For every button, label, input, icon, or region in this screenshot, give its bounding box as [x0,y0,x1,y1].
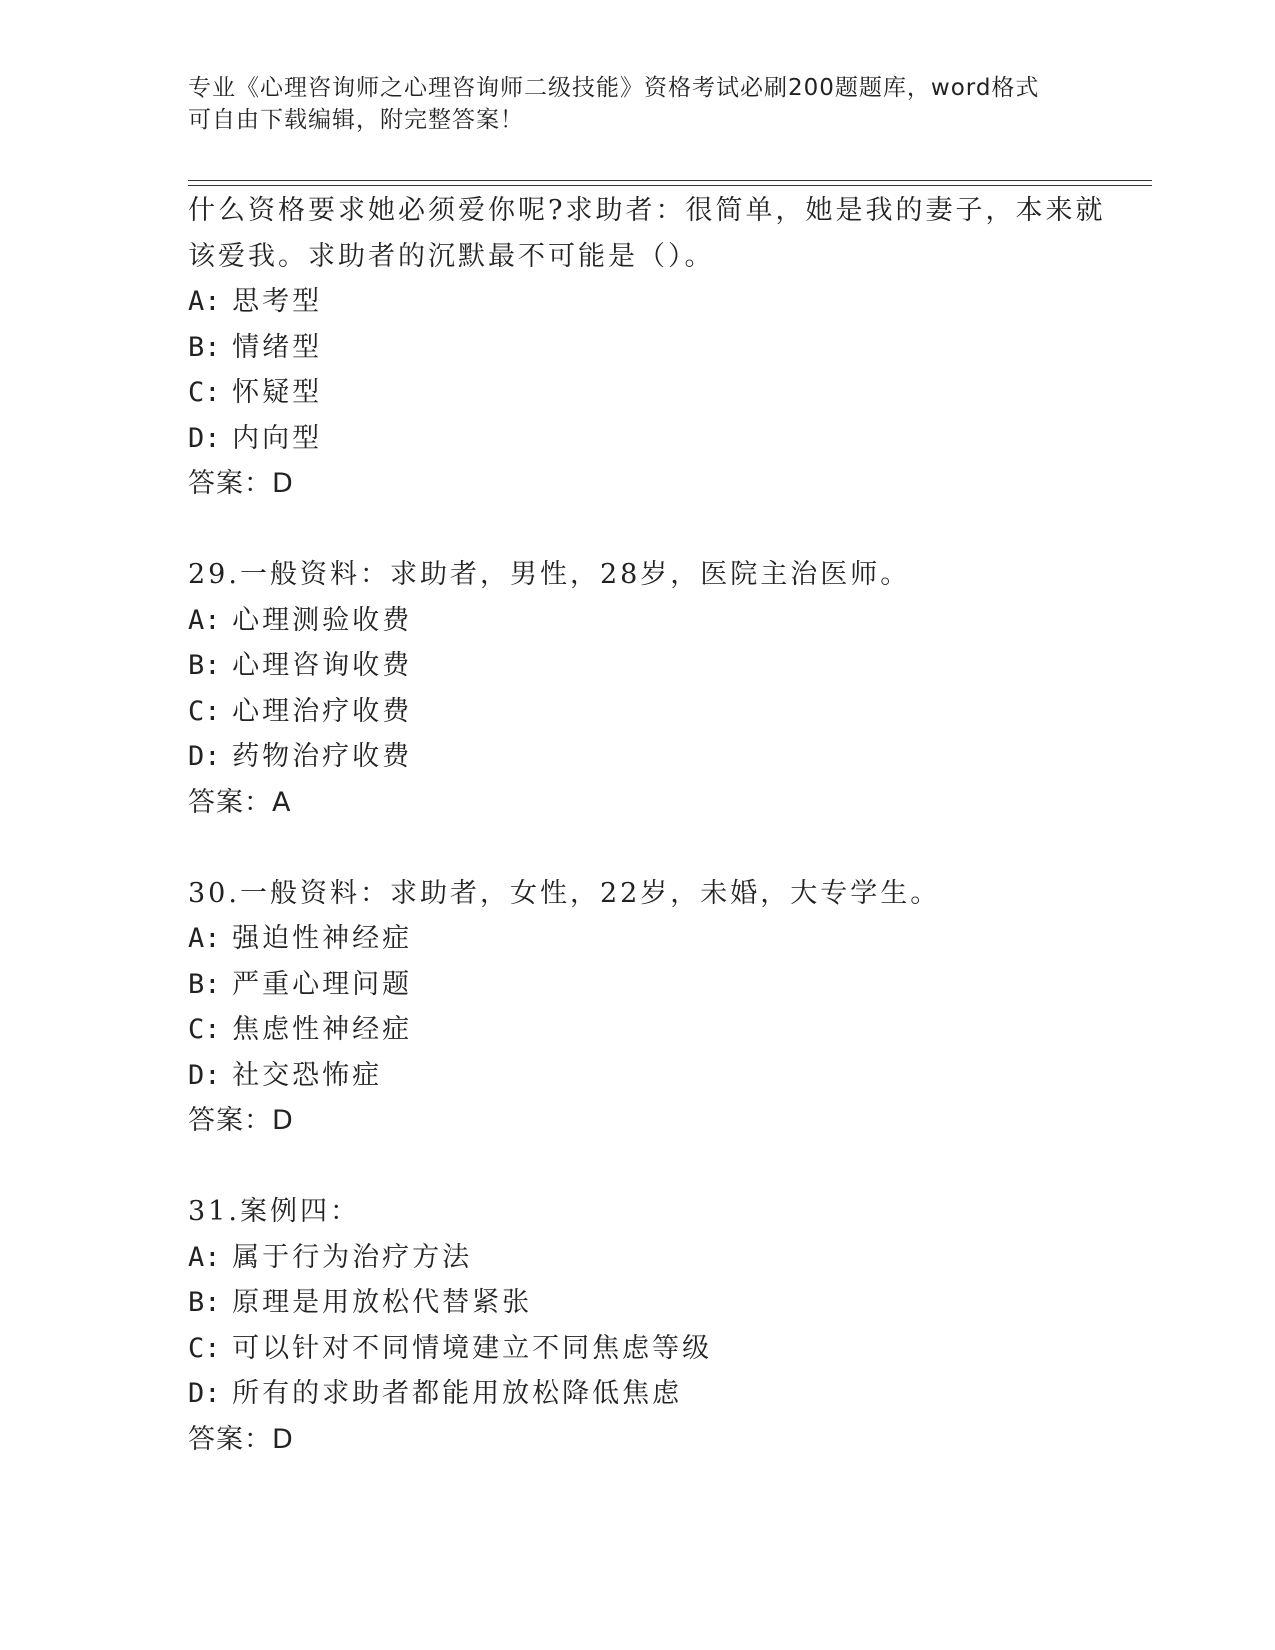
option-b [188,1280,1128,1326]
option-text: 情绪型 [232,331,323,363]
question-stem-line: 该爱我。求助者的沉默最不可能是（）。 [188,240,715,272]
header-line-1: 专业《心理咨询师之心理咨询师二级技能》资格考试必刷200题题库，word格式 [188,75,1040,101]
option-d [188,1053,1128,1099]
option-text: 可以针对不同情境建立不同焦虑等级 [232,1332,713,1364]
option-letter: A: [188,923,221,954]
header-divider-top [188,180,1152,181]
option-text: 焦虑性神经症 [232,1014,413,1045]
spacer [188,507,1128,553]
spacer [188,825,1128,871]
option-a [188,279,1128,325]
question-stem-line: 什么资格要求她必须爱你呢?求助者：很简单，她是我的妻子，本来就 [188,195,1106,226]
question-31 [188,1189,1128,1462]
option-b [188,643,1128,689]
option-a [188,1235,1128,1281]
option-text: 所有的求助者都能用放松降低焦虑 [232,1378,683,1409]
option-a [188,598,1128,644]
option-text: 怀疑型 [232,377,323,408]
header-line-2: 可自由下载编辑，附完整答案！ [188,107,524,133]
option-text: 原理是用放松代替紧张 [232,1287,533,1318]
option-letter: A: [188,1241,221,1273]
option-letter: C: [188,1332,221,1364]
option-letter: D: [188,422,221,454]
option-letter: B: [188,650,221,681]
option-letter: B: [188,968,221,1000]
option-c [188,370,1128,416]
option-text: 心理咨询收费 [232,650,413,681]
option-letter: C: [188,1014,221,1045]
answer-line: 答案：D [188,1423,294,1455]
option-text: 心理测验收费 [232,604,413,636]
question-stem: 31.案例四： [188,1196,360,1227]
option-text: 强迫性神经症 [232,923,413,954]
header-divider-bottom [188,185,1152,186]
option-letter: A: [188,604,221,636]
option-d [188,416,1128,462]
question-29 [188,552,1128,825]
document-body [188,188,1128,1462]
option-letter: B: [188,331,221,363]
option-letter: C: [188,377,221,408]
option-text: 社交恐怖症 [232,1059,383,1091]
answer-line: 答案：D [188,468,294,499]
question-30 [188,871,1128,1144]
answer-line: 答案：A [188,786,292,818]
option-c [188,1326,1128,1372]
option-text: 心理治疗收费 [232,695,413,727]
option-letter: D: [188,1059,221,1091]
option-letter: A: [188,286,221,317]
option-text: 内向型 [232,422,323,454]
option-letter: C: [188,695,221,727]
question-continued [188,188,1128,507]
option-text: 药物治疗收费 [232,741,413,772]
option-b [188,962,1128,1008]
option-a [188,916,1128,962]
option-letter: D: [188,1378,221,1409]
answer-line: 答案：D [188,1105,294,1136]
document-header [188,72,1088,136]
option-text: 属于行为治疗方法 [232,1241,473,1273]
question-stem: 29.一般资料：求助者，男性，28岁，医院主治医师。 [188,559,911,590]
option-d [188,734,1128,780]
option-text: 严重心理问题 [232,968,413,1000]
option-b [188,325,1128,371]
spacer [188,1144,1128,1190]
option-d [188,1371,1128,1417]
option-letter: B: [188,1287,221,1318]
question-stem: 30.一般资料：求助者，女性，22岁，未婚，大专学生。 [188,877,941,909]
option-c [188,1007,1128,1053]
option-c [188,689,1128,735]
option-text: 思考型 [232,286,323,317]
option-letter: D: [188,741,221,772]
